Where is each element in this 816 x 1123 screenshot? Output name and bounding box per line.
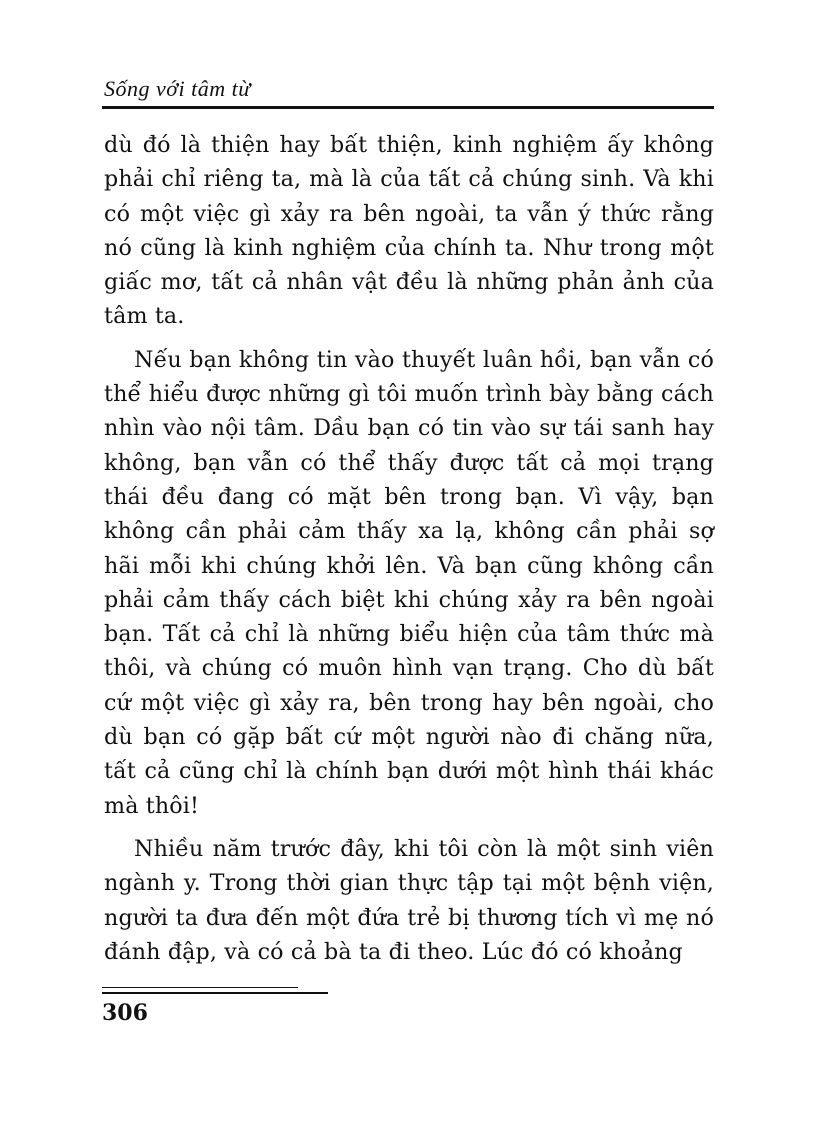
header-rule [102,106,714,109]
running-head-title: Sống với tâm từ [104,76,251,101]
page-body [104,128,714,969]
footer-rule-thin [102,987,298,988]
page-number: 306 [102,1000,148,1026]
paragraph-reincarnation: Nếu bạn không tin vào thuyết luân hồi, bạn vẫn có thể hiểu được những gì tôi muốn trình bày bằng cách nhìn vào nội tâm. Dầu bạn có tin vào sự tái sanh hay không, bạn vẫn có thể thấy được tất cả mọi trạng thái đều đang có mặt bên trong bạn. Vì vậy, bạn không cần phải cảm thấy xa lạ, không cần phải sợ hãi mỗi khi chúng khởi lên. Và bạn cũng không cần phải cảm thấy cách biệt khi chúng xảy ra bên ngoài bạn. Tất cả chỉ là những biểu hiện của tâm thức mà thôi, và chúng có muôn hình vạn trạng. Cho dù bất cứ một việc gì xảy ra, bên trong hay bên ngoài, cho dù bạn có gặp bất cứ một người nào đi chăng nữa, tất cả cũng chỉ là chính bạn dưới một hình thái khác mà thôi! [104,346,714,819]
paragraph-continuation: dù đó là thiện hay bất thiện, kinh nghiệm ấy không phải chỉ riêng ta, mà là của tất cả chúng sinh. Và khi có một việc gì xảy ra bên ngoài, ta vẫn ý thức rằng nó cũng là kinh nghiệm của chính ta. Như trong một giấc mơ, tất cả nhân vật đều là những phản ảnh của tâm ta. [104,132,714,330]
paragraph-medical-student: Nhiều năm trước đây, khi tôi còn là một sinh viên ngành y. Trong thời gian thực tập tại một bệnh viện, người ta đưa đến một đứa trẻ bị thương tích vì mẹ nó đánh đập, và có cả bà ta đi theo. Lúc đó có khoảng [104,835,714,965]
footer-rule-thick [102,992,328,994]
